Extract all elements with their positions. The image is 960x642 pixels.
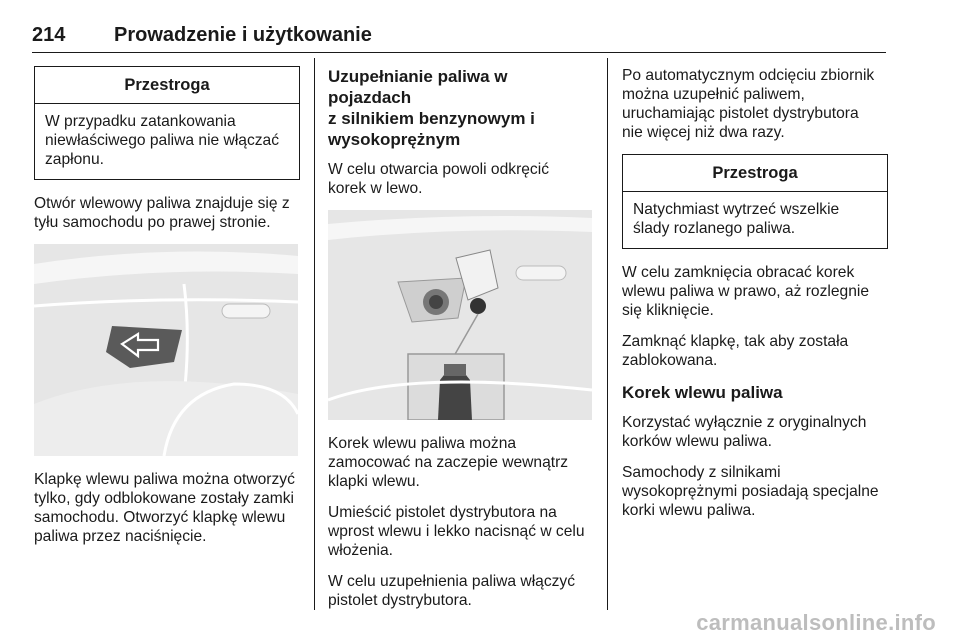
caution-text: Natychmiast wytrzeć wszelkie ślady rozlanego paliwa. [633,201,840,237]
paragraph: Umieścić pistolet dystrybutora na wprost wlewu i lekko nacisnąć w celu włożenia. [328,504,585,559]
paragraph: Zamknąć klapkę, tak aby została zablokowana. [622,333,849,369]
column-2 [328,66,594,622]
paragraph: Klapkę wlewu paliwa można otworzyć tylko, gdy odblokowane zostały zamki samochodu. Otworzyć klapkę wlewu paliwa przez naciśnięcie. [34,471,295,545]
paragraph: W celu zamknięcia obracać korek wlewu paliwa w prawo, aż rozlegnie się kliknięcie. [622,264,870,319]
paragraph: W celu uzupełnienia paliwa włączyć pistolet dystrybutora. [328,573,576,609]
page-title: Prowadzenie i użytkowanie [114,24,372,46]
paragraph: Korek wlewu paliwa można zamocować na zaczepie wewnątrz klapki wlewu. [328,435,569,490]
paragraph: Korzystać wyłącznie z oryginalnych korków wlewu paliwa. [622,414,867,450]
page-header [32,18,886,53]
column-divider-right [607,58,608,610]
paragraph: Otwór wlewowy paliwa znajduje się z tyłu samochodu po prawej stronie. [34,195,290,231]
column-divider-left [314,58,315,610]
caution-box [34,66,300,180]
column-1 [34,66,300,558]
paragraph: Po automatycznym odcięciu zbiornik można uzupełnić paliwem, uruchamiając pistolet dystrybutora nie więcej niż dwa razy. [622,67,875,141]
caution-text: W przypadku zatankowania niewłaściwego paliwa nie włączać zapłonu. [45,113,280,168]
fuel-flap-illustration [34,244,298,456]
column-3 [622,66,888,532]
section-heading: Uzupełnianie paliwa w pojazdach z silnikiem benzynowym i wysokoprężnym [328,67,535,149]
paragraph: Samochody z silnikami wysokoprężnymi posiadają specjalne korki wlewu paliwa. [622,464,879,519]
caution-box [622,154,888,249]
paragraph: W celu otwarcia powoli odkręcić korek w lewo. [328,161,549,197]
watermark: carmanualsonline.info [696,610,936,635]
section-heading: Korek wlewu paliwa [622,383,783,402]
caution-title: Przestroga [35,67,299,104]
caution-title: Przestroga [623,155,887,192]
page-number: 214 [32,24,66,46]
fuel-cap-illustration [328,210,592,420]
